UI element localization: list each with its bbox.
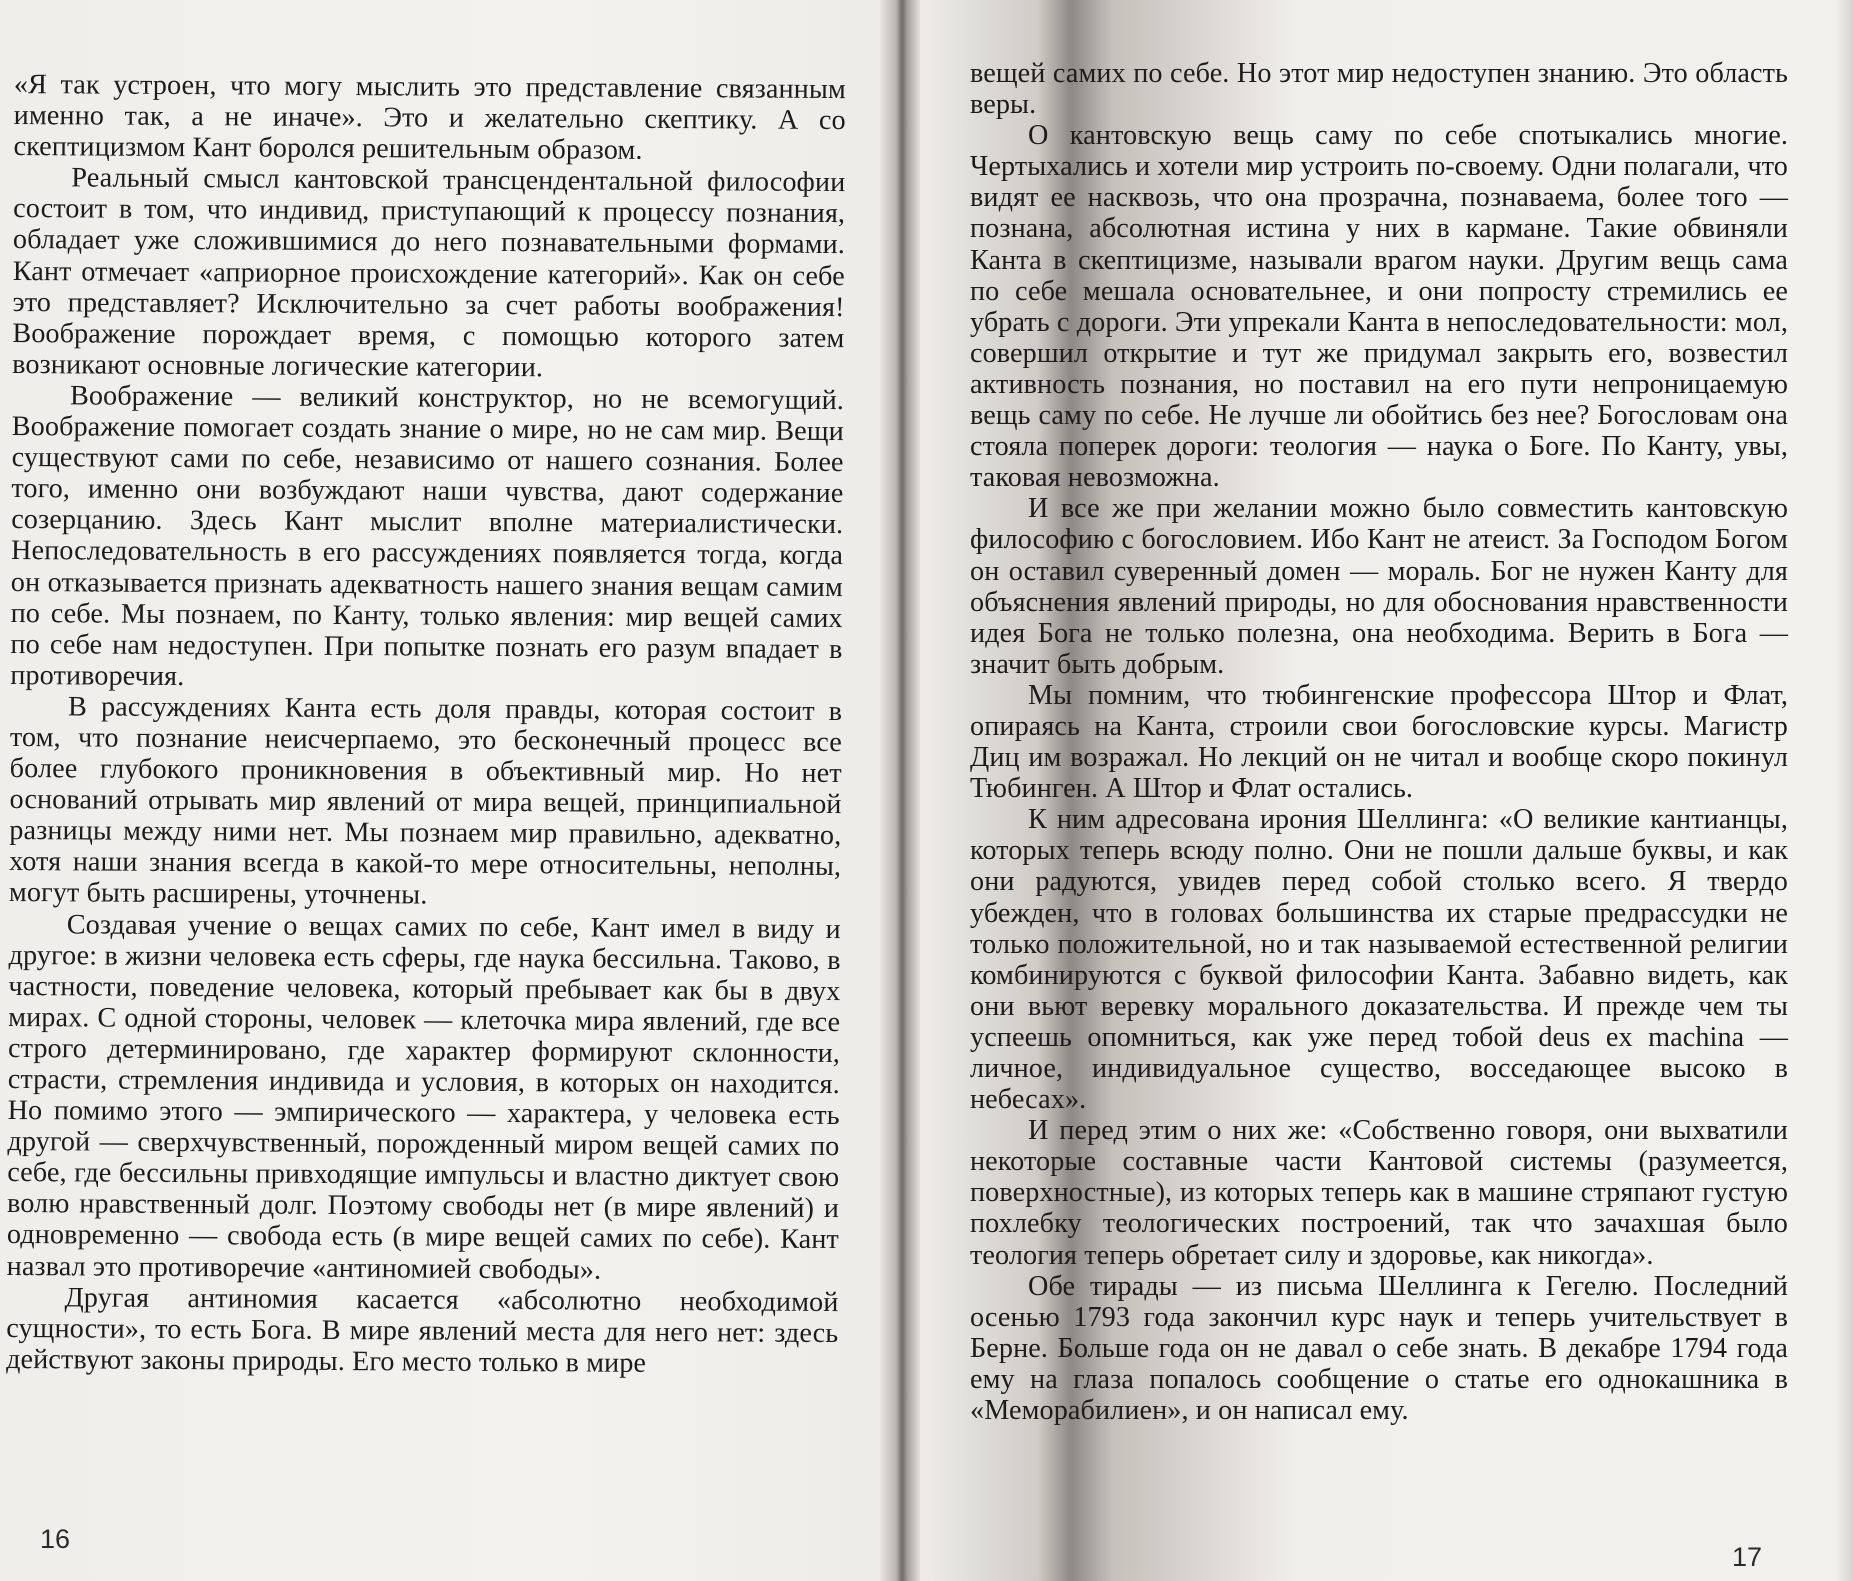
paragraph: К ним адресована ирония Шеллинга: «О великие кантианцы, которых теперь всюду полно. Они не пошли дальше буквы, и как они радуются, увидев перед собой столько всего. Я твердо убежден, что в головах большинства их старые предрассудки не только положительной, но и так называемой естественной религии комбинируются с буквой философии Канта. Забавно видеть, как они вьют веревку морального доказательства. И прежде чем ты успеешь опомниться, как уже перед тобой deus ex machina — личное, индивидуальное существо, восседающее высоко в небесах».: [970, 804, 1788, 1116]
left-page: [0, 0, 880, 1581]
paragraph: вещей самих по себе. Но этот мир недоступен знанию. Это область веры.: [970, 58, 1788, 121]
paragraph: Другая антиномия касается «абсолютно необходимой сущности», то есть Бога. В мире явлений места для него нет: здесь действуют законы природы. Его место только в мире: [6, 1281, 839, 1379]
paragraph: Воображение — великий конструктор, но не всемогущий. Воображение помогает создать знание о мире, но не сам мир. Вещи существуют сами по себе, независимо от нашего сознания. Более того, именно они возбуждают наши чувства, дают содержание созерцанию. Здесь Кант мыслит вполне материалистически. Непоследовательность в его рассуждениях появляется тогда, когда он отказывается признать адекватность нашего знания вещам самим по себе. Мы познаем, по Канту, только явления: мир вещей самих по себе нам недоступен. При попытке познать его разум впадает в противоречия.: [10, 380, 845, 692]
paragraph: И перед этим о них же: «Собственно говоря, они выхватили некоторые составные части Кантовой системы (разумеется, поверхностные), из которых теперь как в машине стряпают густую похлебку теологических построений, так что зачахшая было теология теперь обретает силу и здоровье, как никогда».: [970, 1115, 1788, 1271]
book-gutter: [880, 0, 920, 1581]
paragraph: В рассуждениях Канта есть доля правды, которая состоит в том, что познание неисчерпаемо, это бесконечный процесс все более глубокого проникновения в объективный мир. Но нет оснований отрывать мир явлений от мира вещей, принципиальной разницы между ними нет. Мы познаем мир правильно, адекватно, хотя наши знания всегда в какой-то мере относительны, неполны, могут быть расширены, уточнены.: [8, 691, 843, 911]
paragraph: Создавая учение о вещах самих по себе, Кант имел в виду и другое: в жизни человека есть сферы, где наука бессильна. Таково, в частности, поведение человека, который пребывает как бы в двух мирах. С одной стороны, человек — клеточка мира явлений, где все строго детерминировано, где характер формируют склонности, страсти, стремления индивида и условия, в которых он находится. Но помимо этого — эмпирического — характера, у человека есть другой — сверхчувственный, порожденный миром вещей самих по себе, где бессильны привходящие импульсы и властно диктует свою волю нравственный долг. Поэтому свободы нет (в мире явлений) и одновременно — свобода есть (в мире вещей самих по себе). Кант назвал это противоречие «антиномией свободы».: [6, 908, 841, 1286]
page-edge-shadow: [1835, 0, 1853, 1581]
left-page-text: [6, 69, 846, 1380]
paragraph: Мы помним, что тюбингенские профессора Штор и Флат, опираясь на Канта, строили свои богословские курсы. Магистр Диц им возражал. Но лекций он не читал и вообще скоро покинул Тюбинген. А Штор и Флат остались.: [970, 679, 1788, 805]
page-number: 16: [40, 1524, 71, 1554]
page-number: 17: [1732, 1542, 1763, 1572]
right-page: [920, 0, 1853, 1581]
paragraph: Реальный смысл кантовской трансцендентальной философии состоит в том, что индивид, приступающий к процессу познания, обладает уже сложившимися до него познавательными формами. Кант отмечает «априорное происхождение категорий». Как он себе это представляет? Исключительно за счет работы воображения! Воображение порождает время, с помощью которого затем возникают основные логические категории.: [12, 162, 846, 384]
paragraph: О кантовскую вещь саму по себе спотыкались многие. Чертыхались и хотели мир устроить по-своему. Одни полагали, что видят ее насквозь, что она прозрачна, познаваема, более того — познана, абсолютная истина у них в кармане. Такие обвиняли Канта в скептицизме, называли врагом науки. Другим вещь сама по себе мешала основательнее, и они попросту стремились ее убрать с дороги. Эти упрекали Канта в непоследовательности: мол, совершил открытие и тут же придумал закрыть его, возвестил активность познания, но поставил на его пути непроницаемую вещь саму по себе. Не лучше ли обойтись без нее? Богословам она стояла поперек дороги: теология — наука о Боге. По Канту, увы, таковая невозможна.: [970, 120, 1788, 494]
paragraph: И все же при желании можно было совместить кантовскую философию с богословием. Ибо Кант не атеист. За Господом Богом он оставил суверенный домен — мораль. Бог не нужен Канту для объяснения явлений природы, но для обоснования нравственности идея Бога не только полезна, она необходима. Верить в Бога — значит быть добрым.: [970, 493, 1788, 680]
paragraph: Обе тирады — из письма Шеллинга к Гегелю. Последний осенью 1793 года закончил курс наук и теперь учительствует в Берне. Больше года он не давал о себе знать. В декабре 1794 года ему на глаза попалось сообщение о статье его однокашника в «Меморабилиен», и он написал ему.: [970, 1270, 1788, 1427]
paragraph: «Я так устроен, что могу мыслить это представление связанным именно так, а не иначе». Это и желательно скептику. А со скептицизмом Кант боролся решительным образом.: [13, 69, 846, 167]
right-page-text: [970, 58, 1788, 1426]
